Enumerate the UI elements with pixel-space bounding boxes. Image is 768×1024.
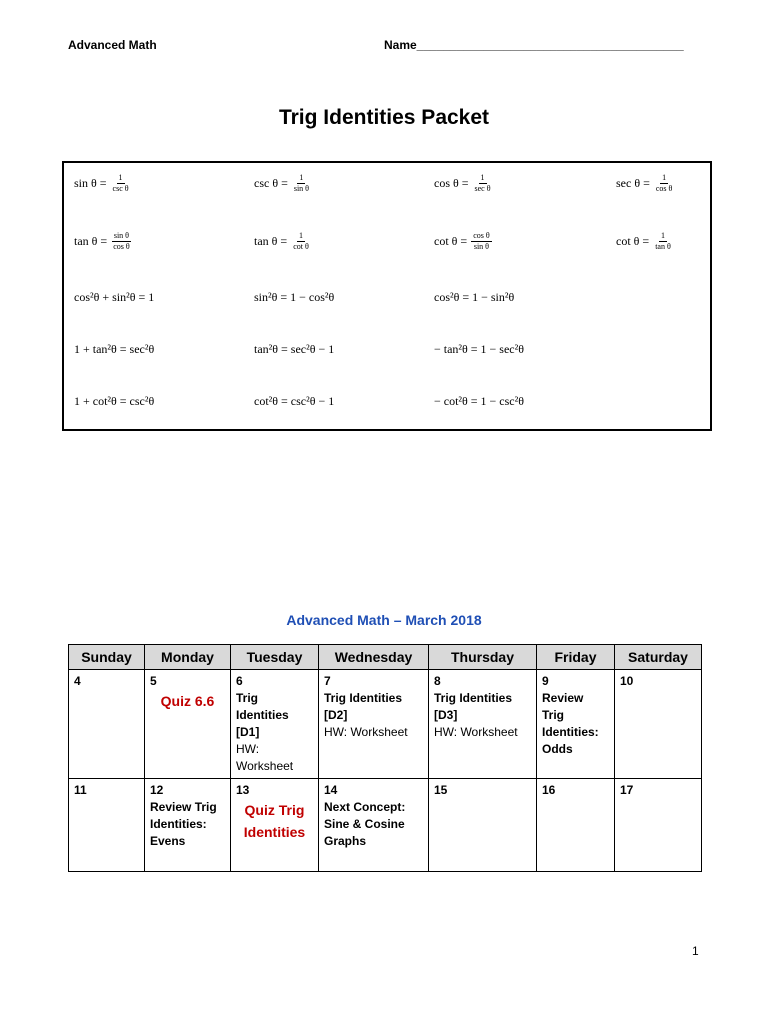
identity-pythagorean-1a: sin²θ = 1 − cos²θ [254, 290, 335, 304]
lesson-label: Trig Identities [D1] [236, 691, 289, 739]
day-number: 4 [74, 674, 81, 688]
day-number: 7 [324, 674, 331, 688]
day-header-sunday: Sunday [69, 645, 145, 670]
identity-cos-reciprocal: cos θ = $\frac{1}{\text{sec θ}}$ [434, 173, 491, 193]
lesson-label: Trig Identities [D2] [324, 691, 403, 722]
day-header-friday: Friday [537, 645, 615, 670]
calendar-week-row [69, 779, 702, 872]
student-name-field: Name________________________________________ [384, 38, 684, 52]
identity-pythagorean-3b: − cot²θ = 1 − csc²θ [434, 394, 524, 408]
day-number: 8 [434, 674, 441, 688]
day-number: 9 [542, 674, 549, 688]
identity-tan-reciprocal: tan θ = $\frac{1}{\text{cot θ}}$ [254, 231, 309, 251]
lesson-label: Review Trig Identities: Odds [542, 691, 599, 756]
identity-pythagorean-3: 1 + cot²θ = csc²θ [74, 394, 155, 408]
calendar-cell [537, 779, 615, 872]
identity-pythagorean-1: cos²θ + sin²θ = 1 [74, 290, 155, 304]
homework-label: HW: Worksheet [434, 725, 518, 739]
identity-sec-reciprocal: sec θ = $\frac{1}{\text{cos θ}}$ [616, 173, 673, 193]
calendar-cell [615, 670, 702, 779]
course-name: Advanced Math [68, 38, 157, 52]
day-number: 11 [74, 783, 87, 797]
identity-pythagorean-2a: tan²θ = sec²θ − 1 [254, 342, 335, 356]
day-number: 14 [324, 783, 338, 797]
lesson-label: Review Trig Identities: Evens [150, 800, 217, 848]
calendar-cell [615, 779, 702, 872]
day-number: 17 [620, 783, 634, 797]
calendar-cell [429, 670, 537, 779]
day-header-wednesday: Wednesday [319, 645, 429, 670]
identity-pythagorean-3a: cot²θ = csc²θ − 1 [254, 394, 335, 408]
identity-csc-reciprocal: csc θ = $\frac{1}{\text{sin θ}}$ [254, 173, 310, 193]
identity-sin-reciprocal: sin θ = $\frac{1}{\text{csc θ}}$ [74, 173, 129, 193]
identity-tan-quotient: tan θ = $\frac{\text{sin θ}}{\text{cos θ}}$ [74, 231, 130, 251]
lesson-label: Next Concept: Sine & Cosine Graphs [324, 800, 406, 848]
calendar-cell [145, 779, 231, 872]
lesson-label: Trig Identities [D3] [434, 691, 513, 722]
calendar-cell [69, 779, 145, 872]
calendar-cell [537, 670, 615, 779]
quiz-label: Quiz Trig Identities [243, 802, 306, 840]
page-title: Trig Identities Packet [278, 106, 490, 129]
day-number: 5 [150, 674, 157, 688]
calendar-cell [319, 670, 429, 779]
day-number: 10 [620, 674, 634, 688]
identity-pythagorean-1b: cos²θ = 1 − sin²θ [434, 290, 515, 304]
day-header-monday: Monday [145, 645, 231, 670]
day-number: 12 [150, 783, 164, 797]
day-number: 15 [434, 783, 448, 797]
calendar-table [68, 644, 702, 872]
homework-label: HW: Worksheet [324, 725, 408, 739]
calendar-cell [319, 779, 429, 872]
day-number: 16 [542, 783, 556, 797]
calendar-week-row [69, 670, 702, 779]
identity-cot-quotient: cot θ = $\frac{\text{cos θ}}{\text{sin θ}}$ [434, 231, 490, 251]
page-number: 1 [692, 944, 699, 958]
calendar-cell [145, 670, 231, 779]
calendar-cell [231, 670, 319, 779]
calendar-cell [231, 779, 319, 872]
calendar-cell [429, 779, 537, 872]
day-number: 13 [236, 783, 250, 797]
day-header-thursday: Thursday [429, 645, 537, 670]
day-header-tuesday: Tuesday [231, 645, 319, 670]
identity-pythagorean-2b: − tan²θ = 1 − sec²θ [434, 342, 524, 356]
homework-label: HW: Worksheet [236, 742, 294, 773]
identities-box [62, 161, 712, 431]
identity-cot-reciprocal: cot θ = $\frac{1}{\text{tan θ}}$ [616, 231, 671, 251]
calendar-title: Advanced Math – March 2018 [286, 612, 482, 628]
identity-pythagorean-2: 1 + tan²θ = sec²θ [74, 342, 155, 356]
calendar-header-row [69, 645, 702, 670]
quiz-label: Quiz 6.6 [160, 693, 215, 709]
day-number: 6 [236, 674, 243, 688]
calendar-cell [69, 670, 145, 779]
day-header-saturday: Saturday [615, 645, 702, 670]
